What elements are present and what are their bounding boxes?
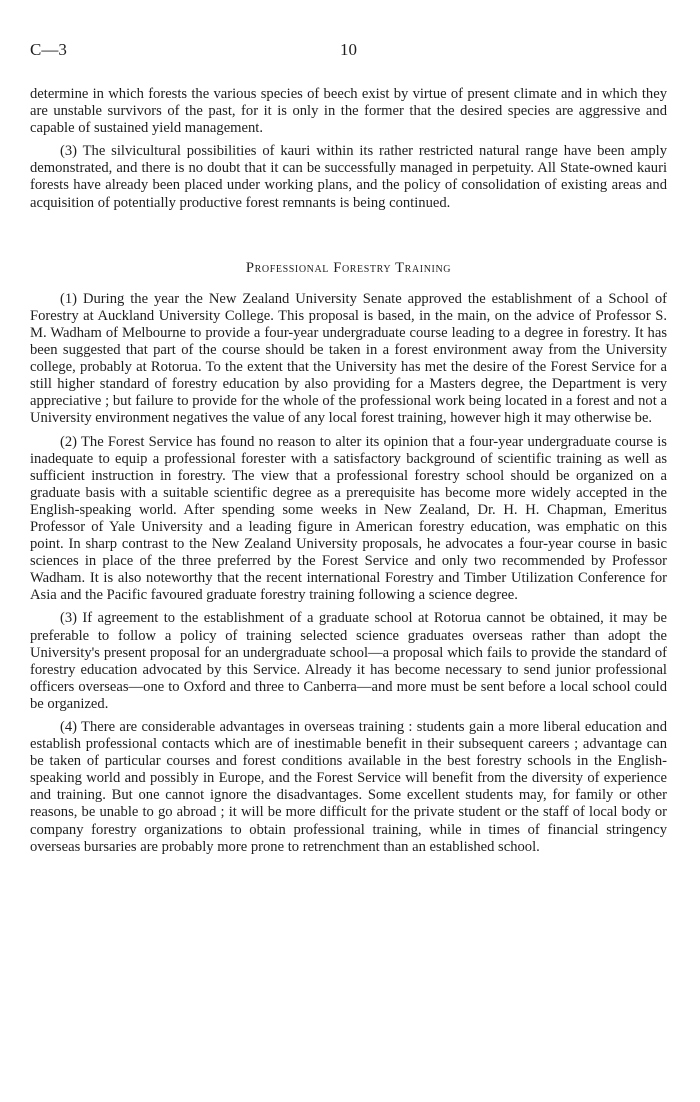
document-body xyxy=(30,86,667,856)
page-number: 10 xyxy=(340,40,357,59)
document-reference: C—3 xyxy=(30,40,67,59)
paragraph-2: (2) The Forest Service has found no reason to alter its opinion that a four-year undergraduate course is inadequate to equip a professional forester with a satisfactory background of scientific training as well as sufficient instruction in forestry. The view that a professional forestry school should be organized on a graduate basis with a suitable scientific degree as a prerequisite has become more widely accepted in the English-speaking world. After spending some weeks in New Zealand, Dr. H. H. Chapman, Emeritus Professor of Yale University and a leading figure in American forestry education, was emphatic on this point. In sharp contrast to the New Zealand University proposals, he advocates a four-year course in basic sciences in place of the three preferred by the Forest Service and only two recommended by Professor Wadham. It is also noteworthy that the recent international Forestry and Timber Utilization Conference for Asia and the Pacific favoured graduate forestry training following a science degree. xyxy=(30,433,667,604)
paragraph-4: (4) There are considerable advantages in overseas training : students gain a more liberal education and establish professional contacts which are of inestimable benefit in their subsequent careers ; advantage can be taken of particular courses and forest conditions available in the best forestry schools in the English-speaking world and possibly in Europe, and the Forest Service will benefit from the diversity of experience and training. But one cannot ignore the disadvantages. Some excellent students may, for family or other reasons, be unable to go abroad ; it will be more difficult for the private student or the staff of local body or company forestry organizations to obtain professional training, while in times of financial stringency overseas bursaries are probably more prone to retrenchment than an established school. xyxy=(30,719,667,855)
document-page xyxy=(30,40,667,862)
paragraph-kauri: (3) The silvicultural possibilities of kauri within its rather restricted natural range have been amply demonstrated, and there is no doubt that it can be successfully managed in perpetuity. All State-owned kauri forests have already been placed under working plans, and the policy of consolidation of existing areas and acquisition of potentially productive forest remnants is being continued. xyxy=(30,143,667,211)
paragraph-3: (3) If agreement to the establishment of a graduate school at Rotorua cannot be obtained, it may be preferable to follow a policy of training selected science graduates overseas rather than adopt the University's present proposal for an undergraduate school—a proposal which fails to provide the standard of forestry education advocated by this Service. Already it has become necessary to send junior professional officers overseas—one to Oxford and three to Canberra—and more must be sent before a local school could be organized. xyxy=(30,610,667,712)
section-heading: Professional Forestry Training xyxy=(245,259,452,276)
paragraph-1: (1) During the year the New Zealand University Senate approved the establishment of a School of Forestry at Auckland University College. This proposal is based, in the main, on the advice of Professor S. M. Wadham of Melbourne to provide a four-year undergraduate course leading to a degree in forestry. It has been suggested that part of the course should be taken in a forest environment away from the University college, probably at Rotorua. To the extent that the University has met the desire of the Forest Service for a still higher standard of forestry education by also providing for a Masters degree, the Department is very appreciative ; but failure to provide for the whole of the professional work being located in a forest and not a University environment negatives the value of any local forest training, however high it may otherwise be. xyxy=(30,290,667,427)
page-header xyxy=(30,40,667,64)
continued-paragraph: determine in which forests the various species of beech exist by virtue of present climate and in which they are unstable survivors of the past, for it is only in the former that the desired species are aggressive and capable of sustained yield management. xyxy=(30,86,667,137)
